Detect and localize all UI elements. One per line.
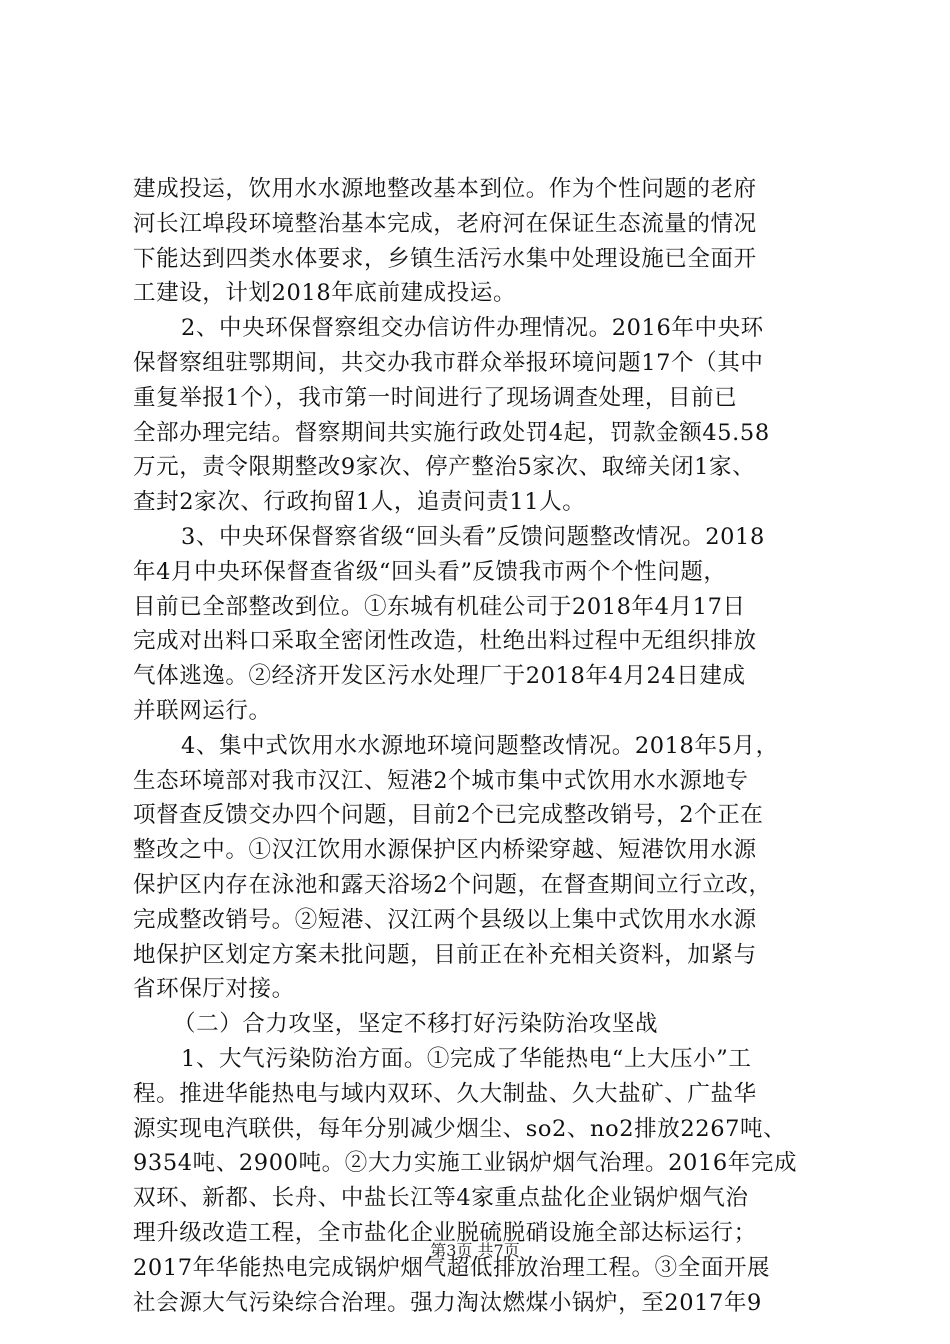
text-line: 下能达到四类水体要求，乡镇生活污水集中处理设施已全面开 (133, 245, 757, 272)
text-line: 保护区内存在泳池和露天浴场2个问题，在督查期间立行立改， (133, 871, 772, 898)
paragraph-start: 2、中央环保督察组交办信访件办理情况。2016年中央环 (181, 315, 764, 342)
text-line: 工建设，计划2018年底前建成投运。 (133, 280, 517, 307)
document-body (133, 172, 827, 1320)
paragraph-start: 3、中央环保督察省级“回头看”反馈问题整改情况。2018 (181, 523, 765, 550)
text-line: 地保护区划定方案未批问题，目前正在补充相关资料，加紧与 (133, 941, 757, 968)
section-heading: （二）合力攻坚，坚定不移打好污染防治攻坚战 (173, 1011, 659, 1038)
text-line: 理升级改造工程，全市盐化企业脱硫脱硝设施全部达标运行； (133, 1219, 757, 1246)
text-line: 年4月中央环保督查省级“回头看”反馈我市两个个性问题， (133, 558, 727, 585)
text-line: 河长江埠段环境整治基本完成，老府河在保证生态流量的情况 (133, 210, 757, 237)
text-line: 全部办理完结。督察期间共实施行政处罚4起，罚款金额45.58 (133, 419, 770, 446)
text-line: 2017年华能热电完成锅炉烟气超低排放治理工程。③全面开展 (133, 1254, 771, 1281)
text-line: 省环保厅对接。 (133, 976, 295, 1003)
text-line: 万元，责令限期整改9家次、停产整治5家次、取缔关闭1家、 (133, 454, 756, 481)
text-line: 9354吨、2900吨。②大力实施工业锅炉烟气治理。2016年完成 (133, 1150, 798, 1177)
text-line: 源实现电汽联供，每年分别减少烟尘、so2、no2排放2267吨、 (133, 1115, 787, 1142)
text-line: 整改之中。①汉江饮用水源保护区内桥梁穿越、短港饮用水源 (133, 837, 757, 864)
text-line: 完成对出料口采取全密闭性改造，杜绝出料过程中无组织排放 (133, 628, 757, 655)
text-line: 社会源大气污染综合治理。强力淘汰燃煤小锅炉，至2017年9 (133, 1289, 762, 1316)
text-line: 生态环境部对我市汉江、短港2个城市集中式饮用水水源地专 (133, 767, 749, 794)
text-line: 双环、新都、长舟、中盐长江等4家重点盐化企业锅炉烟气治 (133, 1185, 749, 1212)
text-line: 气体逃逸。②经济开发区污水处理厂于2018年4月24日建成 (133, 663, 746, 690)
paragraph-start: 1、大气污染防治方面。①完成了华能热电“上大压小”工 (181, 1045, 752, 1072)
page-footer: 第3页 共7页 (430, 1241, 520, 1260)
text-line: 程。推进华能热电与域内双环、久大制盐、久大盐矿、广盐华 (133, 1080, 757, 1107)
text-line: 项督查反馈交办四个问题，目前2个已完成整改销号，2个正在 (133, 802, 764, 829)
text-line: 目前已全部整改到位。①东城有机硅公司于2018年4月17日 (133, 593, 746, 620)
text-line: 保督察组驻鄂期间，共交办我市群众举报环境问题17个（其中 (133, 349, 764, 376)
text-line: 并联网运行。 (133, 697, 272, 724)
text-line: 查封2家次、行政拘留1人，追责问责11人。 (133, 489, 586, 516)
paragraph-start: 4、集中式饮用水水源地环境问题整改情况。2018年5月， (181, 732, 779, 759)
text-line: 完成整改销号。②短港、汉江两个县级以上集中式饮用水水源 (133, 906, 757, 933)
text-line: 建成投运，饮用水水源地整改基本到位。作为个性问题的老府 (133, 176, 757, 202)
text-line: 重复举报1个），我市第一时间进行了现场调查处理，目前已 (133, 384, 738, 411)
